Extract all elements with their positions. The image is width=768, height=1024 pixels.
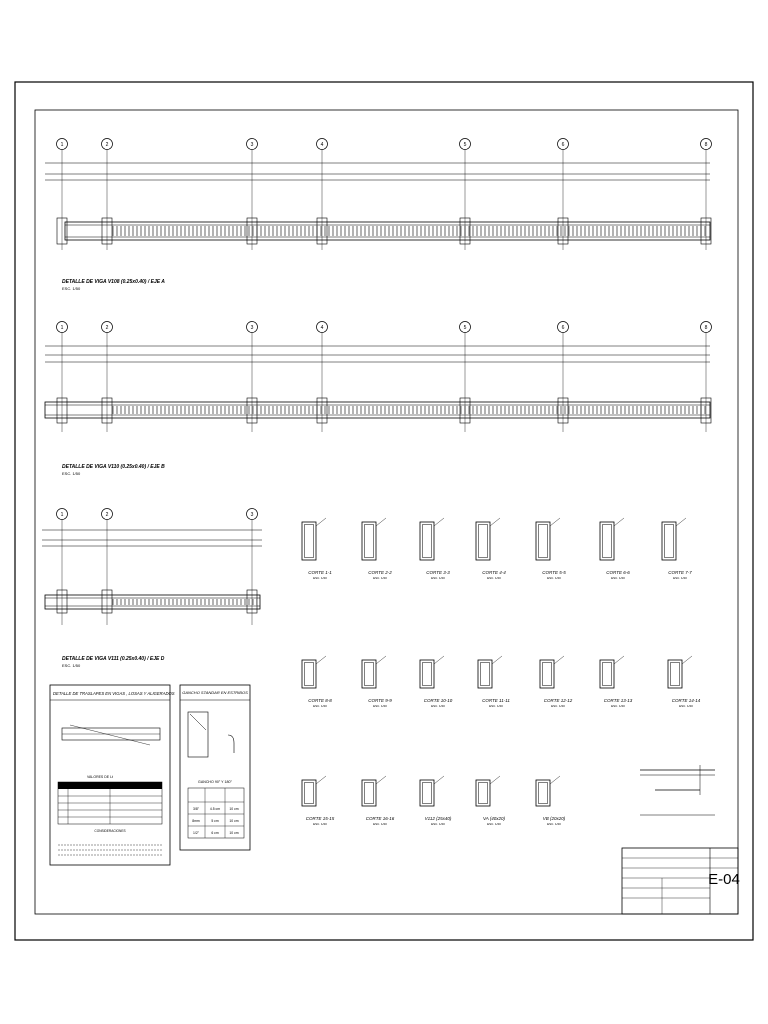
- section-leader: [682, 656, 692, 664]
- stirrup-cell: 10 cm: [229, 807, 239, 811]
- section-label: VA (40x20): [482, 816, 506, 821]
- section-outline: [600, 522, 614, 560]
- beam-detail-c: [42, 530, 262, 668]
- beam-c-scale: ESC. 1/50: [62, 663, 81, 668]
- beam-a-scale: ESC. 1/50: [62, 286, 81, 291]
- section-label: CORTE 3-3: [426, 570, 450, 575]
- section-scale: ESC. 1/20: [551, 704, 565, 708]
- section-scale: ESC. 1/20: [487, 822, 501, 826]
- section-label: CORTE 16-16: [365, 816, 395, 821]
- section-label: CORTE 2-2: [368, 570, 392, 575]
- section-stirrup: [365, 783, 374, 804]
- section-outline: [362, 780, 376, 806]
- section-outline: [420, 522, 434, 560]
- section-label: CORTE 15-15: [305, 816, 335, 821]
- section-outline: [420, 780, 434, 806]
- section-stirrup: [543, 663, 552, 686]
- axis-label: 8: [704, 324, 708, 331]
- section-label: CORTE 7-7: [668, 570, 692, 575]
- section-outline: [668, 660, 682, 688]
- section-leader: [434, 776, 444, 784]
- section-scale: ESC. 1/20: [373, 822, 387, 826]
- axis-label: 2: [105, 141, 109, 148]
- section-stirrup: [305, 663, 314, 686]
- section-cuts: [302, 518, 701, 826]
- section-label: CORTE 12-12: [543, 698, 573, 703]
- section-stirrup: [603, 663, 612, 686]
- axis-label: 6: [561, 141, 565, 148]
- stirrup-cell: 5 cm: [211, 819, 219, 823]
- beam-b-title: DETALLE DE VIGA V110 (0.25x0.40) / EJE B: [62, 464, 165, 470]
- axis-label: 3: [250, 141, 254, 148]
- section-scale: ESC. 1/20: [679, 704, 693, 708]
- section-outline: [302, 780, 316, 806]
- section-scale: ESC. 1/20: [313, 822, 327, 826]
- stirrup-cell: 1/2": [193, 831, 199, 835]
- section-stirrup: [365, 663, 374, 686]
- section-outline: [536, 780, 550, 806]
- section-stirrup: [479, 783, 488, 804]
- section-leader: [376, 518, 386, 526]
- beam-detail-b: [45, 346, 710, 476]
- axis-label: 4: [320, 324, 324, 331]
- axis-label: 3: [250, 511, 254, 518]
- section-stirrup: [603, 525, 612, 558]
- beam-b-scale: ESC. 1/50: [62, 471, 81, 476]
- section-outline: [478, 660, 492, 688]
- stirrup-rows: [192, 807, 239, 835]
- section-leader: [434, 656, 444, 664]
- stirrup-table-title: GANCHO 90° Y 180°: [198, 780, 232, 784]
- axis-label: 1: [60, 141, 64, 148]
- title-block: [622, 848, 740, 914]
- sheet-code: E-04: [708, 871, 740, 888]
- section-stirrup: [365, 525, 374, 558]
- section-label: V112 (25x40): [424, 816, 452, 821]
- section-scale: ESC. 1/20: [313, 704, 327, 708]
- beam-a-title: DETALLE DE VIGA V108 (0.25x0.40) / EJE A: [62, 279, 165, 285]
- stirrup-cell: 10 cm: [229, 831, 239, 835]
- axes-row-c: [57, 509, 258, 626]
- section-leader: [614, 656, 624, 664]
- section-outline: [476, 522, 490, 560]
- stirrup-cell: 8mm: [192, 819, 200, 823]
- section-stirrup: [479, 525, 488, 558]
- section-label: CORTE 8-8: [308, 698, 332, 703]
- section-scale: ESC. 1/20: [673, 576, 687, 580]
- section-outline: [540, 660, 554, 688]
- section-label: CORTE 10-10: [423, 698, 453, 703]
- section-scale: ESC. 1/20: [611, 576, 625, 580]
- axis-label: 4: [320, 141, 324, 148]
- axis-label: 3: [250, 324, 254, 331]
- section-stirrup: [423, 783, 432, 804]
- section-outline: [302, 522, 316, 560]
- axes-row-b: [57, 322, 712, 433]
- splice-panel-title: DETALLE DE TRASLAPES EN VIGAS , LOSAS Y ALIGERADOS: [53, 691, 175, 696]
- section-stirrup: [481, 663, 490, 686]
- section-label: CORTE 11-11: [482, 698, 510, 703]
- section-label: CORTE 13-13: [603, 698, 633, 703]
- section-leader: [490, 518, 500, 526]
- section-stirrup: [423, 525, 432, 558]
- section-outline: [362, 660, 376, 688]
- section-stirrup: [665, 525, 674, 558]
- axis-label: 5: [463, 324, 467, 331]
- axis-label: 5: [463, 141, 467, 148]
- section-leader: [376, 656, 386, 664]
- section-label: CORTE 6-6: [606, 570, 630, 575]
- section-leader: [376, 776, 386, 784]
- outer-frame: [15, 82, 753, 940]
- section-outline: [662, 522, 676, 560]
- section-stirrup: [539, 525, 548, 558]
- axis-label: 8: [704, 141, 708, 148]
- section-leader: [316, 776, 326, 784]
- section-outline: [420, 660, 434, 688]
- section-leader: [316, 518, 326, 526]
- section-stirrup: [305, 783, 314, 804]
- stirrup-cell: 3/8": [193, 807, 199, 811]
- beam-c-title: DETALLE DE VIGA V111 (0.25x0.40) / EJE D: [62, 656, 165, 662]
- section-stirrup: [423, 663, 432, 686]
- section-scale: ESC. 1/20: [489, 704, 503, 708]
- section-scale: ESC. 1/20: [547, 822, 561, 826]
- axis-label: 1: [60, 511, 64, 518]
- axis-label: 6: [561, 324, 565, 331]
- splice-footer: CONSIDERACIONES: [94, 829, 126, 833]
- section-scale: ESC. 1/20: [373, 576, 387, 580]
- section-leader: [614, 518, 624, 526]
- section-leader: [490, 776, 500, 784]
- section-label: CORTE 1-1: [308, 570, 332, 575]
- section-scale: ESC. 1/20: [373, 704, 387, 708]
- section-stirrup: [539, 783, 548, 804]
- section-scale: ESC. 1/20: [313, 576, 327, 580]
- section-leader: [676, 518, 686, 526]
- section-outline: [536, 522, 550, 560]
- section-leader: [316, 656, 326, 664]
- section-stirrup: [671, 663, 680, 686]
- section-leader: [434, 518, 444, 526]
- section-label: CORTE 14-14: [671, 698, 701, 703]
- section-label: CORTE 9-9: [368, 698, 392, 703]
- section-leader: [550, 518, 560, 526]
- rebar-anchorage-detail: [640, 765, 715, 815]
- section-stirrup: [305, 525, 314, 558]
- section-label: CORTE 5-5: [542, 570, 566, 575]
- section-outline: [476, 780, 490, 806]
- section-outline: [362, 522, 376, 560]
- section-leader: [554, 656, 564, 664]
- axis-label: 1: [60, 324, 64, 331]
- section-scale: ESC. 1/20: [431, 576, 445, 580]
- section-scale: ESC. 1/20: [611, 704, 625, 708]
- section-label: VB (20x20): [542, 816, 566, 821]
- section-scale: ESC. 1/20: [487, 576, 501, 580]
- axis-label: 2: [105, 511, 109, 518]
- section-outline: [302, 660, 316, 688]
- splice-detail-panel: [50, 685, 175, 865]
- section-scale: ESC. 1/20: [431, 822, 445, 826]
- section-scale: ESC. 1/20: [431, 704, 445, 708]
- stirrup-panel-title: GANCHO STANDAR EN ESTRIBOS: [182, 690, 248, 695]
- section-scale: ESC. 1/20: [547, 576, 561, 580]
- splice-table-title: VALORES DE Lt: [86, 775, 114, 779]
- stirrup-cell: 4.5 cm: [209, 807, 221, 811]
- section-label: CORTE 4-4: [482, 570, 506, 575]
- axis-label: 2: [105, 324, 109, 331]
- stirrup-hook-panel: [180, 685, 250, 850]
- stirrup-cell: 6 cm: [211, 831, 219, 835]
- section-leader: [492, 656, 502, 664]
- stirrup-cell: 10 cm: [229, 819, 239, 823]
- section-outline: [600, 660, 614, 688]
- beam-detail-a: [45, 163, 710, 291]
- section-leader: [550, 776, 560, 784]
